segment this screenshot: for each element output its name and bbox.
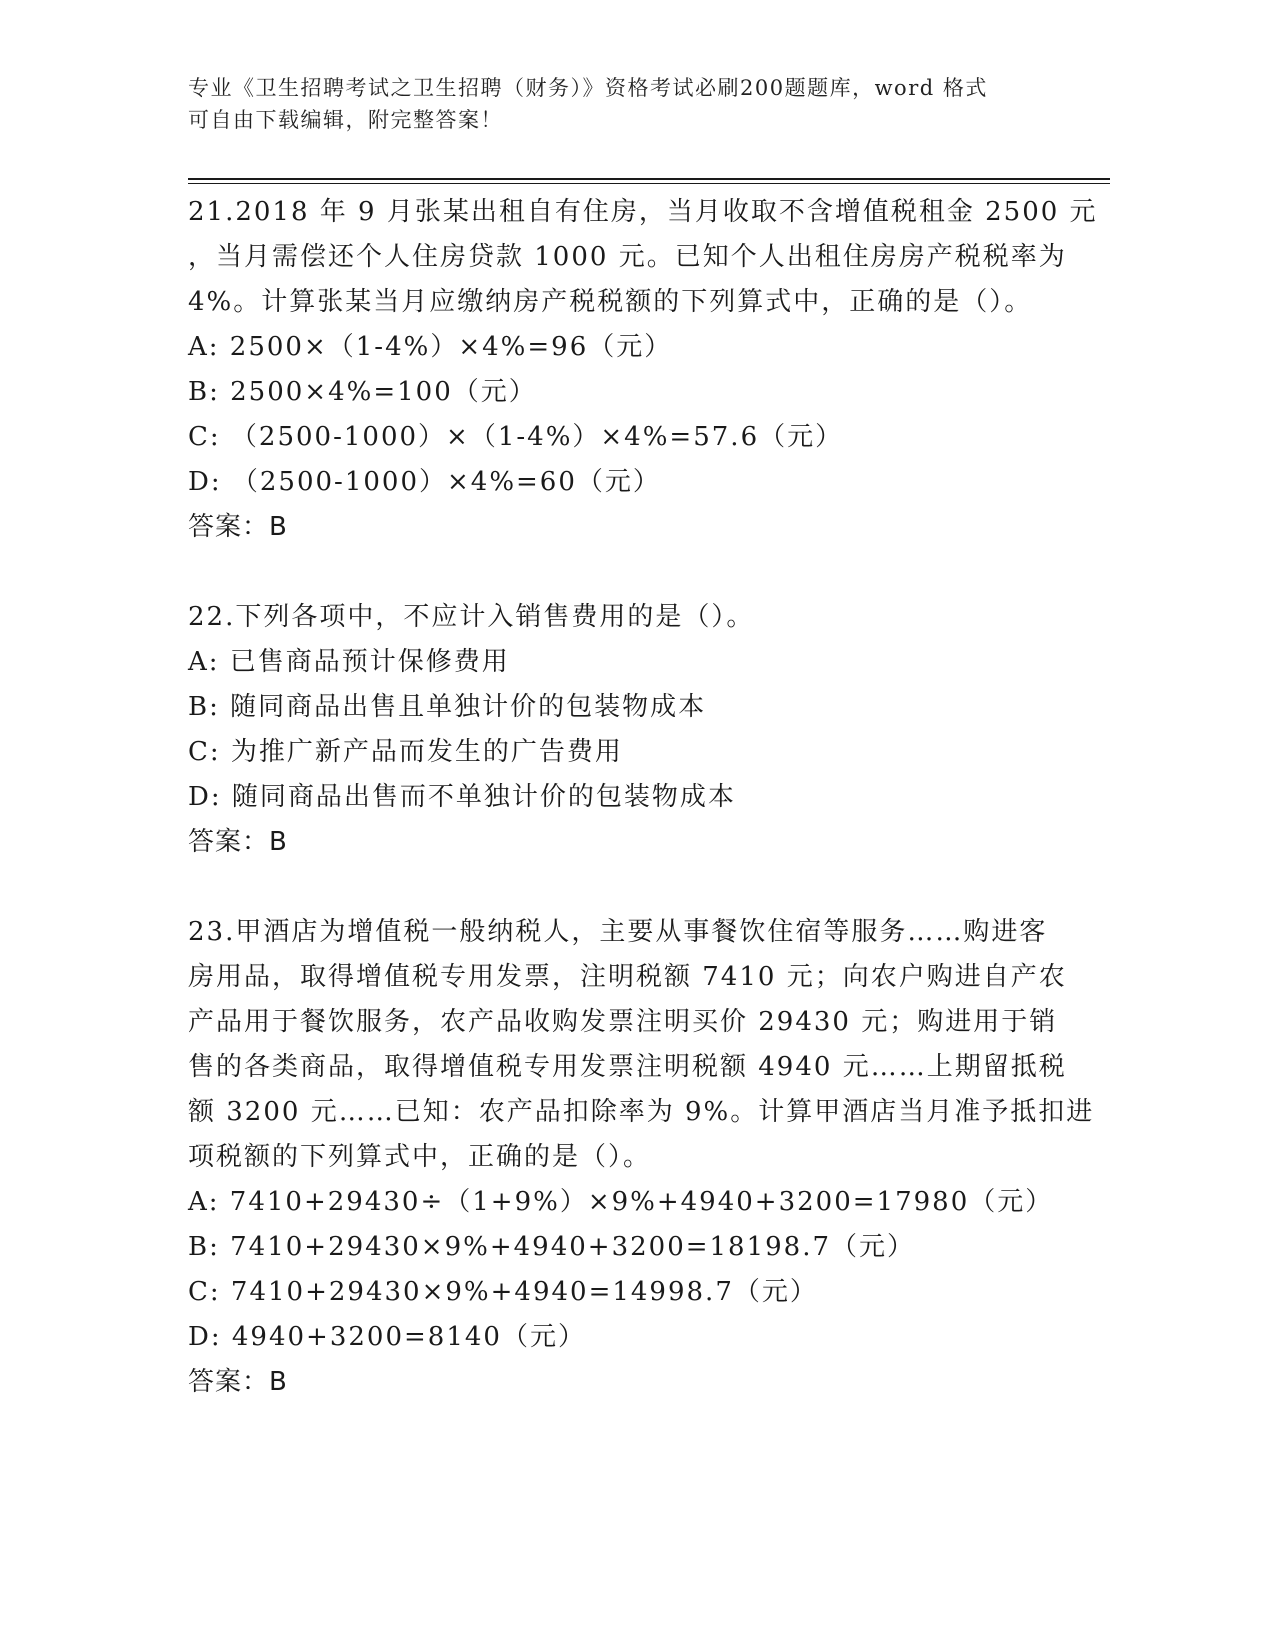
question-spacer	[188, 865, 1088, 910]
question-list	[188, 190, 1098, 1405]
option-b: B: 随同商品出售且单独计价的包装物成本	[188, 692, 707, 722]
question-stem-line: 售的各类商品，取得增值税专用发票注明税额 4940 元……上期留抵税	[188, 1052, 1067, 1082]
question-spacer	[188, 550, 1088, 595]
question-stem-line: 产品用于餐饮服务，农产品收购发票注明买价 29430 元；购进用于销	[188, 1007, 1058, 1037]
option-a: A: 2500×（1-4%）×4%=96（元）	[188, 332, 673, 362]
question-stem-line: 额 3200 元……已知：农产品扣除率为 9%。计算甲酒店当月准予抵扣进	[188, 1097, 1095, 1127]
option-c: C: （2500-1000）×（1-4%）×4%=57.6（元）	[188, 422, 844, 452]
header-divider-thin	[188, 183, 1110, 184]
question-stem-line: 房用品，取得增值税专用发票，注明税额 7410 元；向农户购进自产农	[188, 962, 1067, 992]
question-stem-line: 21.2018 年 9 月张某出租自有住房，当月收取不含增值税租金 2500 元	[188, 197, 1098, 227]
option-c: C: 7410+29430×9%+4940=14998.7（元）	[188, 1277, 818, 1307]
option-b: B: 2500×4%=100（元）	[188, 377, 537, 407]
option-b: B: 7410+29430×9%+4940+3200=18198.7（元）	[188, 1232, 916, 1262]
question-stem-line: ，当月需偿还个人住房贷款 1000 元。已知个人出租住房房产税税率为	[188, 242, 1067, 272]
option-a: A: 7410+29430÷（1+9%）×9%+4940+3200=17980（元）	[188, 1187, 1054, 1217]
option-c: C: 为推广新产品而发生的广告费用	[188, 737, 623, 767]
question-stem-line: 项税额的下列算式中，正确的是（）。	[188, 1142, 652, 1172]
question-stem-line: 4%。计算张某当月应缴纳房产税税额的下列算式中，正确的是（）。	[188, 287, 1033, 317]
answer-label: 答案：B	[188, 827, 288, 857]
question-23	[188, 910, 1095, 1405]
question-22	[188, 595, 1088, 865]
question-21	[188, 190, 1098, 550]
option-d: D: 随同商品出售而不单独计价的包装物成本	[188, 782, 736, 812]
question-stem-line: 22.下列各项中，不应计入销售费用的是（）。	[188, 602, 755, 632]
header-line: 专业《卫生招聘考试之卫生招聘（财务）》资格考试必刷200题题库，word 格式	[188, 76, 988, 100]
answer-label: 答案：B	[188, 512, 288, 542]
header-divider-thick	[188, 178, 1110, 180]
header-line: 可自由下载编辑，附完整答案！	[188, 108, 503, 132]
option-d: D: （2500-1000）×4%=60（元）	[188, 467, 661, 497]
document-header	[188, 72, 1068, 136]
option-a: A: 已售商品预计保修费用	[188, 647, 510, 677]
option-d: D: 4940+3200=8140（元）	[188, 1322, 586, 1352]
answer-label: 答案：B	[188, 1367, 288, 1397]
question-stem-line: 23.甲酒店为增值税一般纳税人，主要从事餐饮住宿等服务……购进客	[188, 917, 1048, 947]
